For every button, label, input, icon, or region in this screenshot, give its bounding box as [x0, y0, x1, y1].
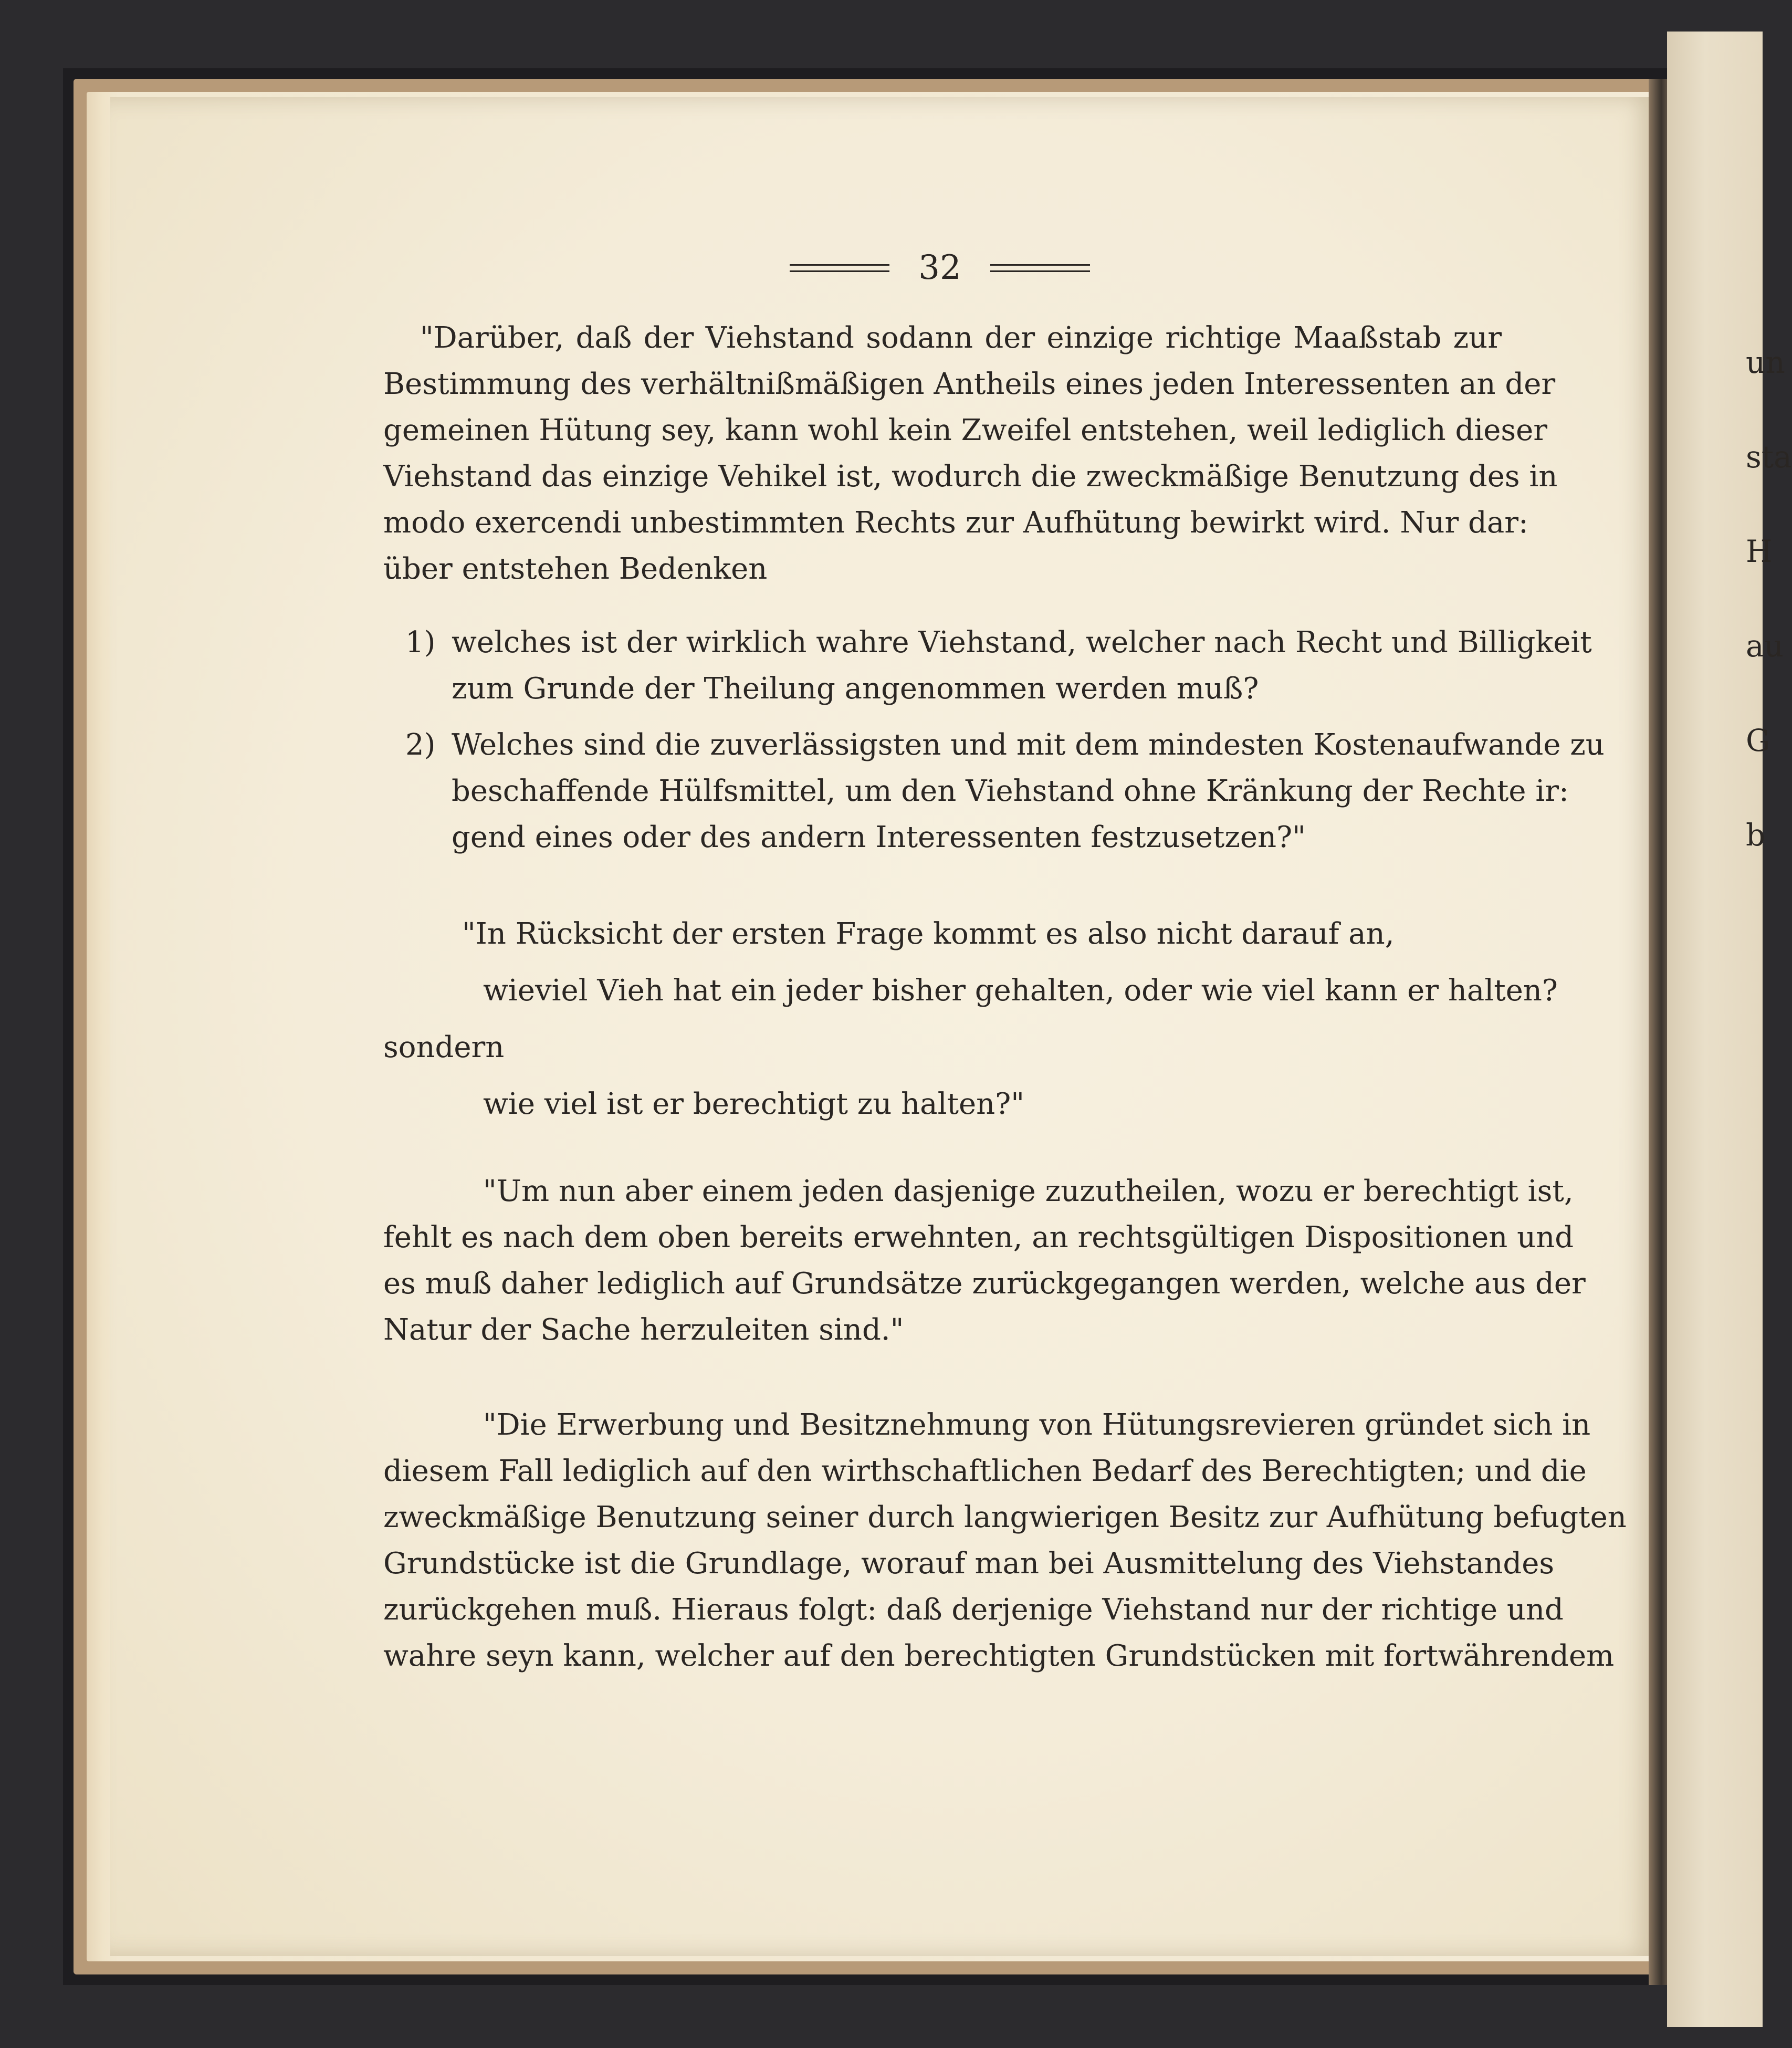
text-line: beschaffende Hülfsmittel, um den Viehstand ohne Kränkung der Rechte ir: [452, 774, 1569, 808]
facing-page-text [1746, 315, 1792, 882]
text-line: Natur der Sache herzuleiten sind." [383, 1313, 904, 1347]
text-line: fehlt es nach dem oben bereits erwehnten, an rechtsgültigen Dispositionen und [383, 1220, 1574, 1255]
paragraph-1 [383, 315, 1558, 592]
text-line: zweckmäßige Benutzung seiner durch langwierigen Besitz zur Aufhütung befugten [383, 1500, 1627, 1534]
paragraph-4 [383, 1168, 1586, 1353]
facing-fragment: un [1746, 344, 1785, 380]
paragraph-question [383, 911, 1558, 1127]
book-gutter [1649, 79, 1670, 1985]
text-line: Grundstücke ist die Grundlage, worauf man bei Ausmittelung des Viehstandes [383, 1547, 1555, 1581]
text-line: "Darüber, daß der Viehstand sodann der einzige richtige Maaßstab zur [420, 321, 1502, 355]
text-line: wahre seyn kann, welcher auf den berechtigten Grundstücken mit fortwährendem [383, 1639, 1615, 1673]
text-line: Bestimmung des verhältnißmäßigen Antheils eines jeden Interessenten an der [383, 367, 1556, 401]
numbered-item-2 [383, 722, 1605, 861]
numbered-item-1 [383, 620, 1592, 712]
facing-fragment: au [1746, 628, 1784, 664]
item-number: 1) [405, 625, 436, 660]
text-line: es muß daher lediglich auf Grundsätze zurückgegangen werden, welche aus der [383, 1267, 1586, 1301]
text-line: zurückgehen muß. Hieraus folgt: daß derjenige Viehstand nur der richtige und [383, 1593, 1564, 1627]
text-line: über entstehen Bedenken [383, 552, 768, 586]
text-line: Viehstand das einzige Vehikel ist, wodurch die zweckmäßige Benutzung des in [383, 459, 1558, 494]
text-line: "Die Erwerbung und Besitznehmung von Hütungsrevieren gründet sich in [483, 1408, 1591, 1442]
page-header [782, 247, 1097, 289]
text-line: gemeinen Hütung sey, kann wohl kein Zweifel entstehen, weil lediglich dieser [383, 413, 1548, 447]
page-number: 32 [918, 248, 961, 287]
header-rule-right [990, 264, 1090, 272]
facing-fragment: b [1746, 817, 1766, 853]
text-line: welches ist der wirklich wahre Viehstand, welcher nach Recht und Billigkeit [452, 625, 1592, 660]
text-line: gend eines oder des andern Interessenten festzusetzen?" [452, 820, 1306, 854]
facing-fragment: H [1746, 534, 1773, 569]
text-line: diesem Fall lediglich auf den wirthschaftlichen Bedarf des Berechtigten; und die [383, 1454, 1587, 1488]
text-line: wie viel ist er berechtigt zu halten?" [483, 1087, 1024, 1121]
text-line: Welches sind die zuverlässigsten und mit dem mindesten Kostenaufwande zu [452, 728, 1605, 762]
header-rule-left [790, 264, 889, 272]
text-line: wieviel Vieh hat ein jeder bisher gehalten, oder wie viel kann er halten? [483, 974, 1558, 1008]
paragraph-5 [383, 1402, 1627, 1679]
text-line: modo exercendi unbestimmten Rechts zur Aufhütung bewirkt wird. Nur dar: [383, 506, 1528, 540]
item-number: 2) [405, 728, 436, 762]
text-line: "In Rücksicht der ersten Frage kommt es also nicht darauf an, [462, 917, 1395, 951]
text-line: sondern [383, 1030, 505, 1064]
facing-fragment: G [1746, 723, 1770, 758]
text-line: zum Grunde der Theilung angenommen werden muß? [452, 672, 1259, 706]
text-line: "Um nun aber einem jeden dasjenige zuzutheilen, wozu er berechtigt ist, [483, 1174, 1574, 1208]
facing-fragment: sta [1746, 439, 1792, 475]
